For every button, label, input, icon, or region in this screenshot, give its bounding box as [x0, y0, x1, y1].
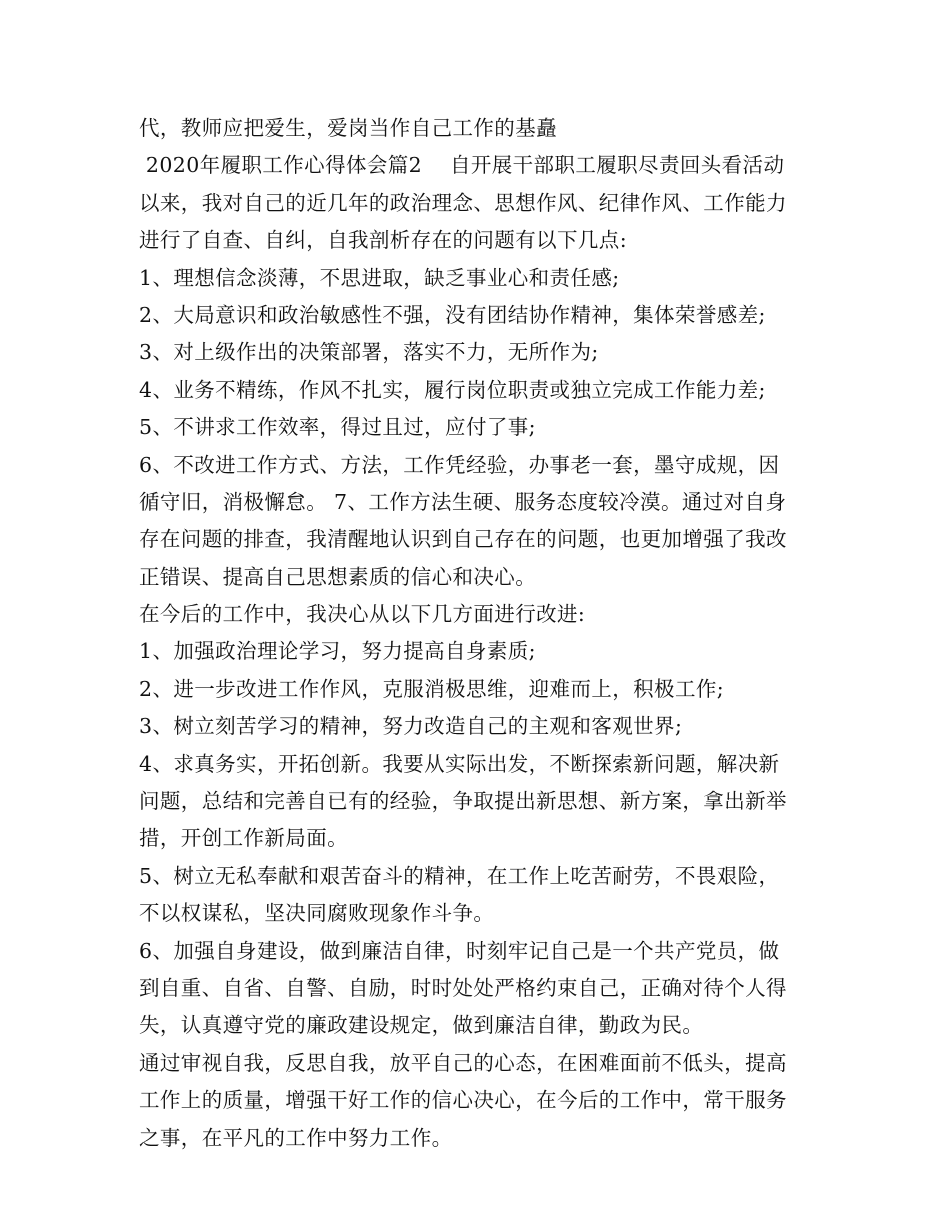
list-item: 6、加强自身建设，做到廉洁自律，时刻牢记自己是一个共产党员，做 [139, 938, 780, 963]
list-item: 6、不改进工作方式、方法，工作凭经验，办事老一套，墨守成规，因 [139, 452, 780, 477]
list-item: 2、进一步改进工作作风，克服消极思维，迎难而上，积极工作; [139, 676, 725, 701]
text-line: 正错误、提高自己思想素质的信心和决心。 [139, 564, 537, 589]
list-item: 4、求真务实，开拓创新。我要从实际出发，不断探索新问题，解决新 [139, 751, 780, 776]
list-item: 4、业务不精练，作风不扎实，履行岗位职责或独立完成工作能力差; [139, 377, 766, 402]
text-line: 到自重、自省、自警、自励，时时处处严格约束自己，正确对待个人得 [139, 975, 787, 1000]
document-body [139, 110, 819, 1157]
list-item: 1、理想信念淡薄，不思进取，缺乏事业心和责任感; [139, 265, 620, 290]
text-line: 存在问题的排查，我清醒地认识到自己存在的问题，也更加增强了我改 [139, 527, 787, 552]
text-line: 2020年履职工作心得体会篇2 自开展干部职工履职尽责回头看活动 [139, 153, 785, 178]
list-item: 3、对上级作出的决策部署，落实不力，无所作为; [139, 340, 599, 365]
text-line: 工作上的质量，增强干好工作的信心决心，在今后的工作中，常干服务 [139, 1088, 787, 1113]
text-line: 失，认真遵守党的廉政建设规定，做到廉洁自律，勤政为民。 [139, 1013, 704, 1038]
text-line: 在今后的工作中，我决心从以下几方面进行改进: [139, 602, 586, 627]
text-line: 问题，总结和完善自已有的经验，争取提出新思想、新方案，拿出新举 [139, 789, 787, 814]
list-item: 5、树立无私奉献和艰苦奋斗的精神，在工作上吃苦耐劳，不畏艰险， [139, 863, 780, 888]
list-item: 1、加强政治理论学习，努力提高自身素质; [139, 639, 536, 664]
text-line: 之事，在平凡的工作中努力工作。 [139, 1125, 453, 1150]
text-line: 不以权谋私，坚决同腐败现象作斗争。 [139, 901, 495, 926]
text-line: 代，教师应把爱生，爱岗当作自己工作的基矗 [139, 116, 557, 140]
text-line: 循守旧，消极懈怠。 7、工作方法生硬、服务态度较冷漠。通过对自身 [139, 489, 787, 514]
text-line: 以来，我对自己的近几年的政治理念、思想作风、纪律作风、工作能力 [139, 190, 787, 215]
text-line: 措，开创工作新局面。 [139, 826, 348, 851]
list-item: 2、大局意识和政治敏感性不强，没有团结协作精神，集体荣誉感差; [139, 302, 766, 327]
list-item: 3、树立刻苦学习的精神，努力改造自己的主观和客观世界; [139, 714, 683, 739]
list-item: 5、不讲求工作效率，得过且过，应付了事; [139, 415, 536, 440]
text-line: 进行了自查、自纠，自我剖析存在的问题有以下几点: [139, 228, 628, 253]
text-line: 通过审视自我，反思自我，放平自己的心态，在困难面前不低头，提高 [139, 1050, 787, 1075]
